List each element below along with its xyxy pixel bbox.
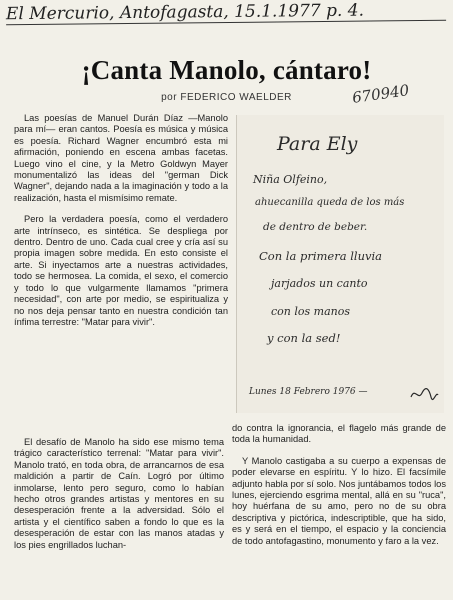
article-byline: por FEDERICO WAELDER xyxy=(161,92,292,103)
handwritten-source-note: El Mercurio, Antofagasta, 15.1.1977 p. 4. xyxy=(6,0,446,25)
handwritten-facsimile xyxy=(236,115,444,413)
facsimile-heading: Para Ely xyxy=(277,133,358,155)
facsimile-line: con los manos xyxy=(271,305,350,318)
facsimile-line: Con la primera lluvia xyxy=(259,249,383,263)
handwritten-archive-number: 670940 xyxy=(351,81,411,107)
paragraph: Pero la verdadera poesía, como el verdadero arte intrínseco, es sintética. Se despliega por dentro. Dentro de uno. Cada cual cree y cría así su propia imagen sobre medida. En esto consiste el arte. Si inyectamos arte a nuestras actividades, todo se hermosea. La comida, el sexo, el comercio y todo lo que vulgarmente llamamos "primera necesidad", con arte por medio, se espiritualiza y no nos deja pensar tanto en nuestra condición tan ínfima terrestre: "Matar para vivir". xyxy=(14,214,228,327)
facsimile-line: de dentro de beber. xyxy=(263,221,368,233)
signature-mark xyxy=(409,385,439,403)
facsimile-line: ahuecanilla queda de los más xyxy=(255,197,405,208)
facsimile-line: Niña Olfeino, xyxy=(253,173,328,186)
paragraph: do contra la ignorancia, el flagelo más grande de toda la humanidad. xyxy=(232,423,446,445)
facsimile-line: jarjados un canto xyxy=(271,277,368,290)
column-2 xyxy=(232,423,446,557)
paragraph: Y Manolo castigaba a su cuerpo a expensas de poder elevarse en espíritu. Y lo hizo. El facsímile adjunto habla por sí solo. Nos juntábamos todos los lunes, ejerciendo esgrima mental, allá en su "ruca", hoy huérfana de su amo, pero no de su obra descriptiva y pictórica, indescriptible, que ha sido, es y será en el tiempo, el espacio y la conciencia de todo antofagastino, monumento y faro a la vez. xyxy=(232,455,446,546)
facsimile-line: y con la sed! xyxy=(267,331,341,345)
facsimile-date-line: Lunes 18 Febrero 1976 — xyxy=(249,387,368,397)
column-1 xyxy=(14,113,228,338)
column-1-continued xyxy=(14,437,224,561)
paragraph: El desafío de Manolo ha sido ese mismo tema trágico característico terrenal: "Matar para vivir". Manolo trató, en toda obra, de arrancarnos de esa maldición a partir de Caín. Logró por último inmolarse, lento pero seguro, como lo habían hecho otros grandes artistas y mentores en su desesperación frente a la adversidad. Sólo el artista y el científico saben a fondo lo que es la desesperación de estar con las manos atadas y los pies engrillados luchan- xyxy=(14,437,224,550)
article-title: ¡Canta Manolo, cántaro! xyxy=(81,55,372,85)
paragraph: Las poesías de Manuel Durán Díaz —Manolo para mí— eran cantos. Poesía es música y música es poesía. Richard Wagner encumbró esta mi afirmación, poniendo en escena ambas facetas. Luego vino el cine, y la Metro Goldwyn Mayer monumentalizó las ideas del "german Dick Wagner", dejando nada a la imaginación y todo a la realización, hasta el mismísimo remate. xyxy=(14,113,228,203)
